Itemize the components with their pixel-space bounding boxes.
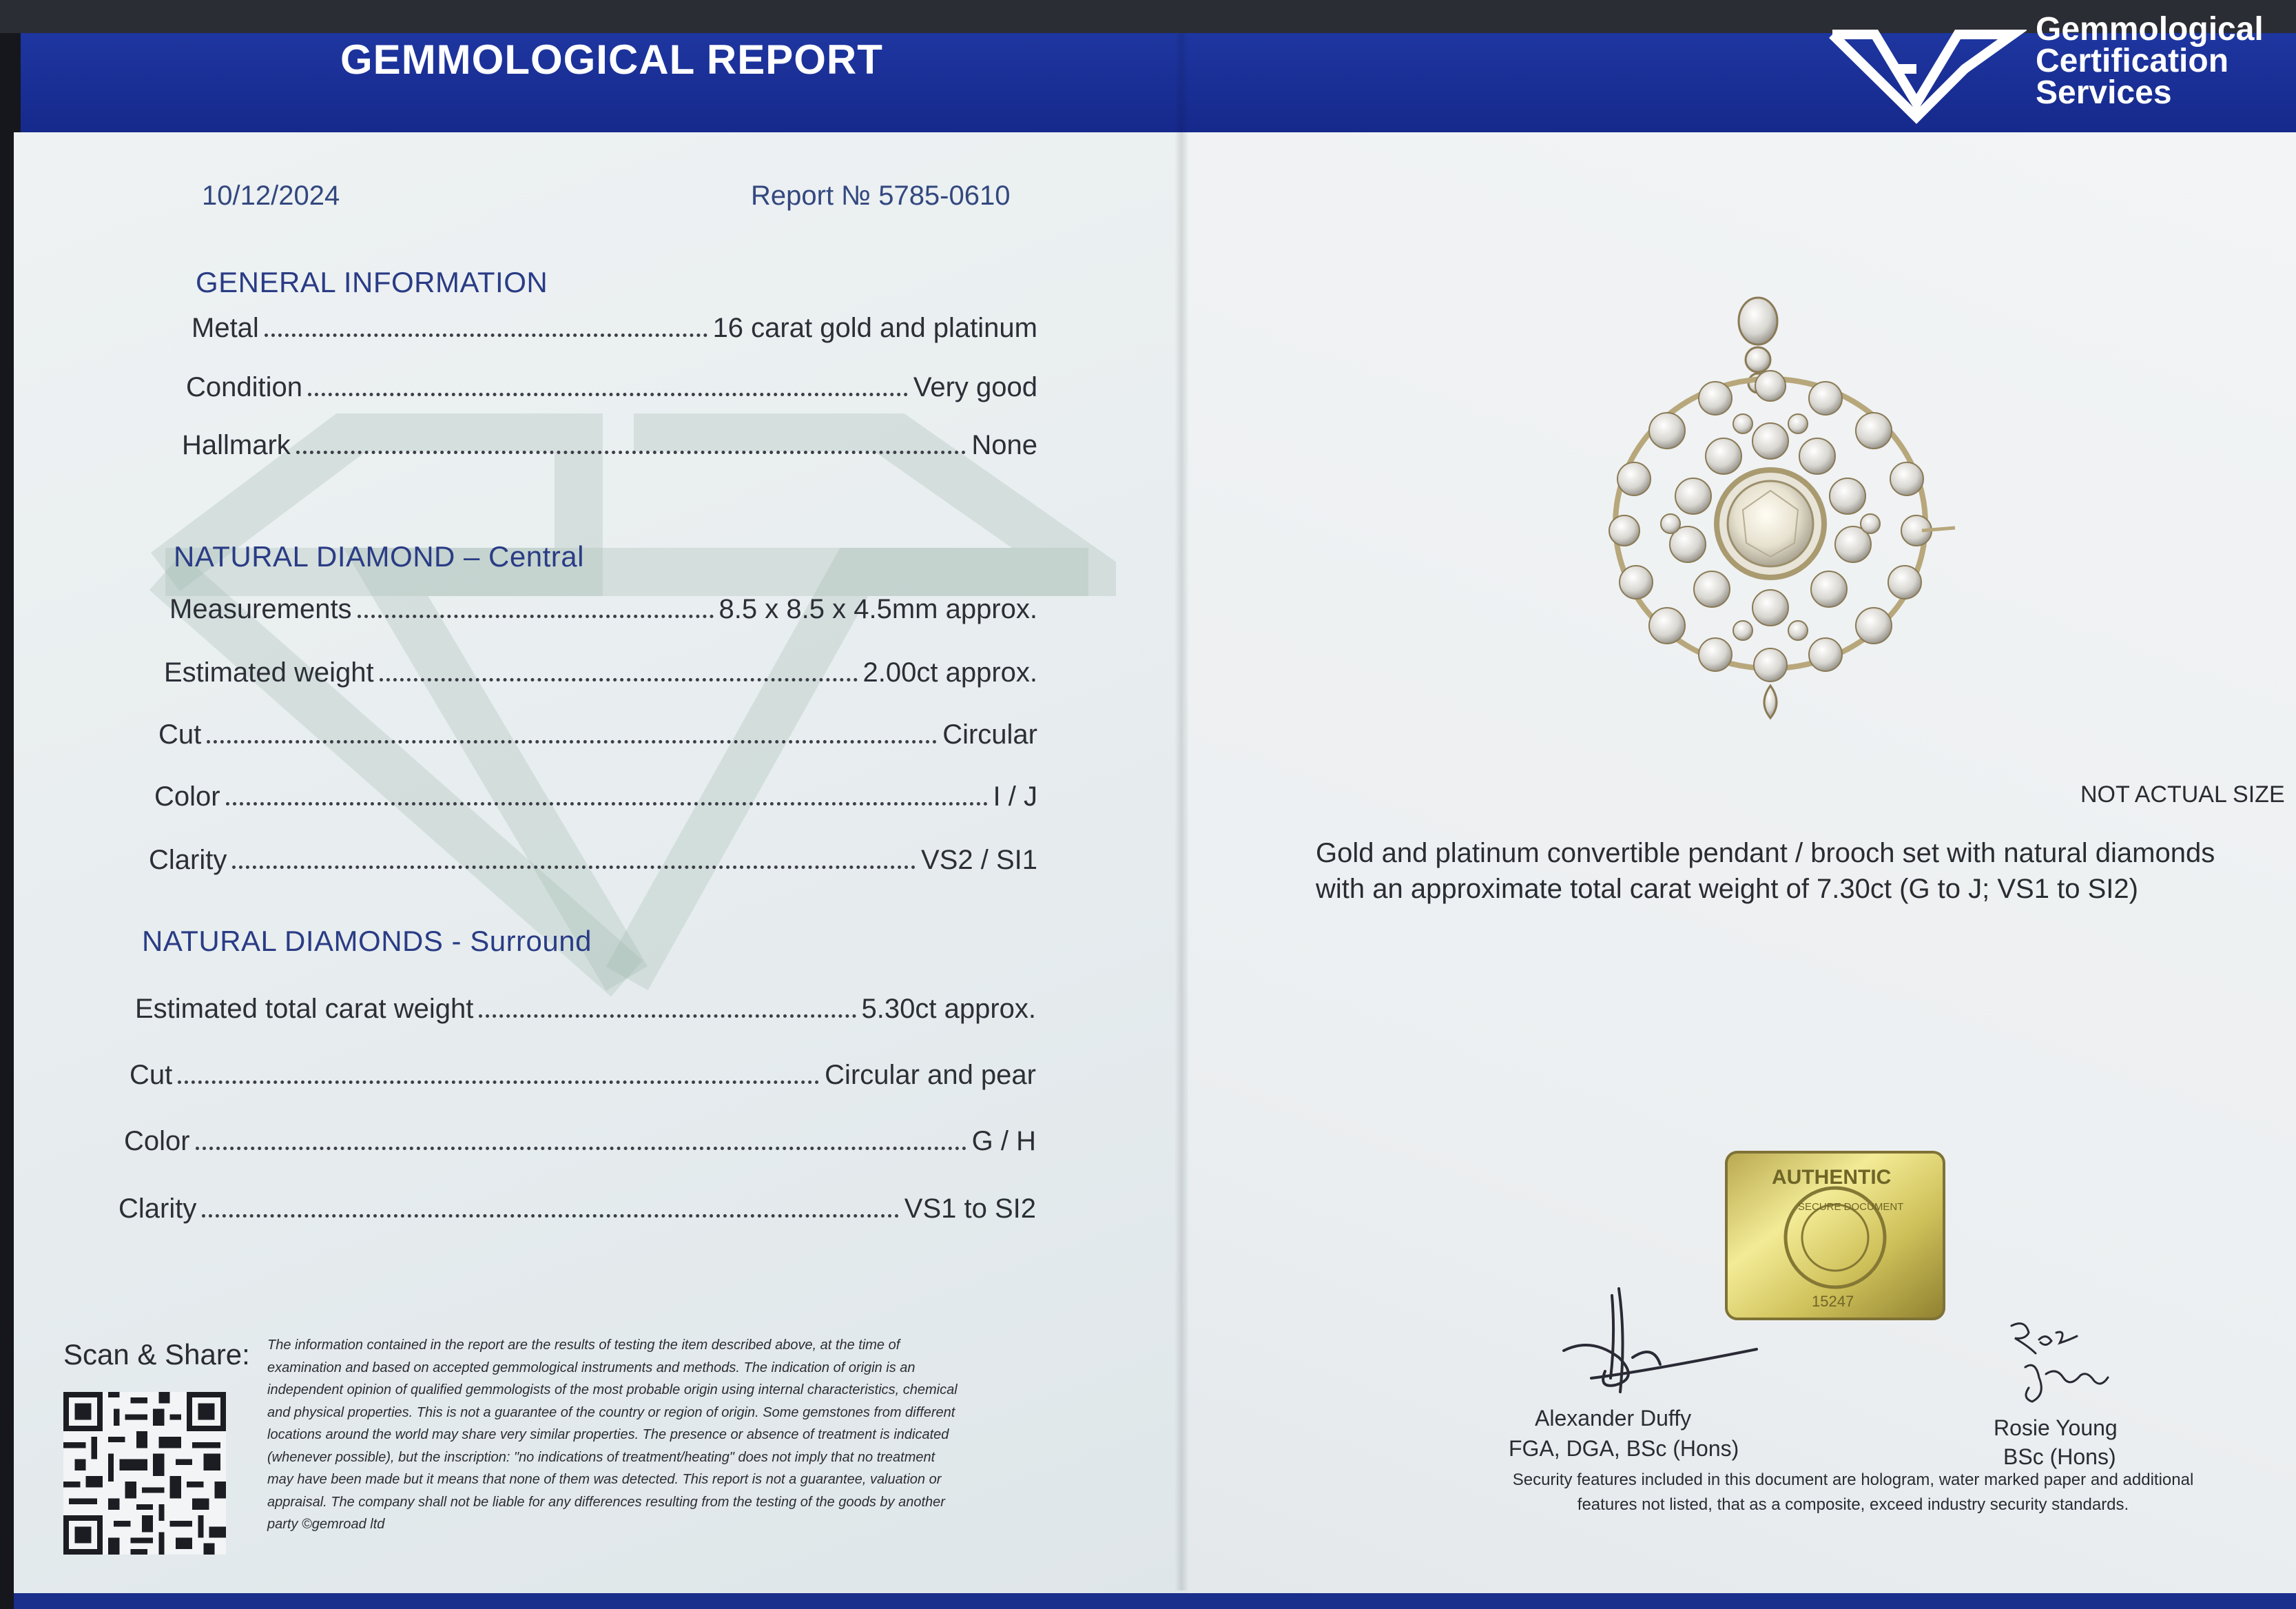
young-signature-icon xyxy=(1998,1312,2122,1415)
field-label: Cut xyxy=(130,1060,173,1090)
disclaimer-line: The information contained in the report are the results of testing the item described above, at the time of xyxy=(267,1338,900,1353)
legal-disclaimer xyxy=(267,1334,1077,1536)
field-row-cut xyxy=(158,719,1037,750)
field-label: Cut xyxy=(158,719,202,750)
disclaimer-line: appraisal. The company shall not be liable for any differences resulting from the testing of the goods by another xyxy=(267,1494,945,1510)
disclaimer-line: examination and based on accepted gemmological instruments and methods. The indication of origin is an xyxy=(267,1360,916,1375)
field-label: Estimated weight xyxy=(164,657,374,688)
disclaimer-line: may have been made but it means that none of them was detected. This report is not a guarantee, valuation or xyxy=(267,1472,942,1487)
field-value: Circular xyxy=(942,719,1037,750)
hologram-serial: 15247 xyxy=(1812,1293,1854,1310)
watermark-logo-icon xyxy=(138,413,1116,1006)
disclaimer-line: and physical properties. This is not a guarantee of the country or region of origin. Some gemstones from different xyxy=(267,1404,955,1420)
field-value: VS1 to SI2 xyxy=(904,1193,1036,1224)
field-label: Estimated total carat weight xyxy=(135,994,474,1024)
leader-dots xyxy=(207,740,937,744)
leader-dots xyxy=(196,1147,966,1150)
brand-line-2: Certification xyxy=(2036,43,2229,79)
field-row-metal xyxy=(192,313,1037,344)
gcs-logo-icon xyxy=(1827,21,2027,124)
field-row-total-carat-weight xyxy=(135,994,1036,1025)
field-row-hallmark xyxy=(182,430,1037,461)
field-label: Clarity xyxy=(149,845,227,875)
field-value: Circular and pear xyxy=(825,1060,1036,1090)
field-value: G / H xyxy=(971,1126,1036,1156)
hologram-text: AUTHENTIC xyxy=(1772,1166,1892,1189)
duffy-signature-icon xyxy=(1550,1275,1777,1420)
field-label: Measurements xyxy=(169,594,352,624)
signatory-credentials-duffy: FGA, DGA, BSc (Hons) xyxy=(1509,1436,1739,1461)
hologram-subtext: SECURE DOCUMENT xyxy=(1798,1201,1904,1213)
report-number: Report № 5785-0610 xyxy=(751,181,1011,211)
security-line: features not listed, that as a composite, exceed industry security standards. xyxy=(1577,1495,2129,1514)
leader-dots xyxy=(308,393,908,396)
field-label: Color xyxy=(154,781,220,812)
leader-dots xyxy=(226,802,988,806)
disclaimer-line: locations around the world may share very similar properties. The presence or absence of treatment is indicated xyxy=(267,1427,949,1442)
footer-band xyxy=(14,1593,2296,1609)
description-line: Gold and platinum convertible pendant / brooch set with natural diamonds xyxy=(1316,838,2215,868)
field-row-surround-cut xyxy=(130,1060,1036,1091)
field-row-surround-clarity xyxy=(118,1193,1036,1224)
field-row-estimated-weight xyxy=(164,657,1037,688)
leader-dots xyxy=(380,678,858,681)
field-value: 8.5 x 8.5 x 4.5mm approx. xyxy=(718,594,1037,624)
not-actual-size-note: NOT ACTUAL SIZE xyxy=(2080,781,2285,808)
leader-dots xyxy=(202,1214,898,1218)
field-row-measurements xyxy=(169,594,1037,625)
leader-dots xyxy=(265,334,707,337)
pendant-photo xyxy=(1598,296,1956,724)
signatory-credentials-young: BSc (Hons) xyxy=(2003,1444,2116,1469)
field-row-condition xyxy=(186,372,1037,403)
field-row-color xyxy=(154,781,1037,812)
field-row-surround-color xyxy=(124,1126,1036,1157)
field-label: Metal xyxy=(192,313,259,343)
field-value: 2.00ct approx. xyxy=(862,657,1037,688)
section-heading-central: NATURAL DIAMOND – Central xyxy=(174,540,584,573)
disclaimer-line: party ©gemroad ltd xyxy=(267,1517,385,1532)
brand-line-1: Gemmological xyxy=(2036,11,2264,48)
signatory-name-duffy: Alexander Duffy xyxy=(1535,1406,1692,1431)
field-label: Clarity xyxy=(118,1193,197,1224)
brand-name xyxy=(2036,11,2264,111)
report-title: GEMMOLOGICAL REPORT xyxy=(340,37,883,83)
disclaimer-line: (whenever possible), but the inscription: "no indications of treatment/heating" does not imply that no treatment xyxy=(267,1449,935,1465)
booklet-spine xyxy=(1175,33,1188,1590)
leader-dots xyxy=(296,451,966,454)
signatory-name-young: Rosie Young xyxy=(1994,1415,2118,1440)
brand-line-3: Services xyxy=(2036,74,2172,111)
field-value: Very good xyxy=(913,372,1037,402)
field-value: VS2 / SI1 xyxy=(921,845,1037,875)
report-date: 10/12/2024 xyxy=(202,181,340,211)
security-line: Security features included in this document are hologram, water marked paper and additional xyxy=(1512,1470,2194,1489)
item-description xyxy=(1316,835,2215,907)
field-value: 5.30ct approx. xyxy=(861,994,1036,1024)
disclaimer-line: independent opinion of qualified gemmologists of the most probable origin using internal characteristics, chemical xyxy=(267,1382,958,1397)
security-features-note xyxy=(1419,1468,2287,1517)
section-heading-surround: NATURAL DIAMONDS - Surround xyxy=(142,925,592,957)
field-label: Color xyxy=(124,1126,190,1156)
field-value: I / J xyxy=(993,781,1037,812)
field-row-clarity xyxy=(149,845,1037,876)
qr-code-icon[interactable] xyxy=(56,1392,233,1555)
leader-dots xyxy=(479,1014,856,1018)
field-value: 16 carat gold and platinum xyxy=(712,313,1037,343)
field-label: Hallmark xyxy=(182,430,291,460)
leader-dots xyxy=(232,865,916,869)
section-heading-general: GENERAL INFORMATION xyxy=(196,266,548,298)
field-label: Condition xyxy=(186,372,303,402)
leader-dots xyxy=(178,1080,819,1084)
leader-dots xyxy=(358,615,714,618)
scan-share-label: Scan & Share: xyxy=(63,1338,250,1371)
description-line: with an approximate total carat weight of 7.30ct (G to J; VS1 to SI2) xyxy=(1316,874,2138,904)
field-value: None xyxy=(971,430,1037,460)
